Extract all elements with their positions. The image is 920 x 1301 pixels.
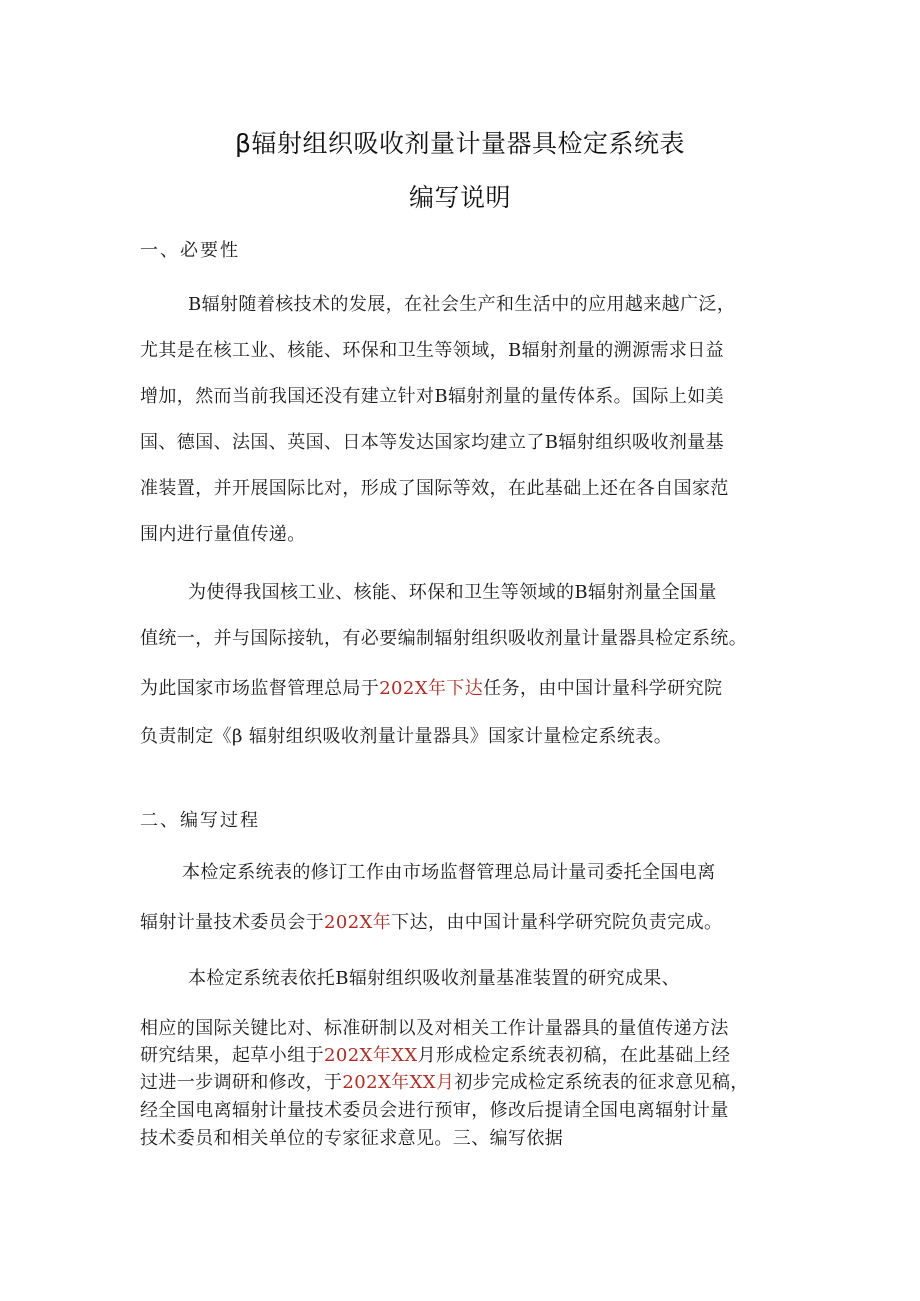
paragraph-line: 增加，然而当前我国还没有建立针对Β辐射剂量的量传体系。国际上如美	[140, 386, 725, 407]
text-run: 研究结果，起草小组于	[140, 1045, 324, 1066]
section-heading-necessity: 一、必要性	[140, 240, 240, 261]
highlighted-date-text: 202X年XX月	[342, 1072, 455, 1093]
highlighted-date-text: 202X年下达	[379, 678, 484, 699]
text-run: 辐射计量技术委员会于	[140, 912, 324, 933]
text-run: 为此国家市场监督管理总局于	[140, 678, 380, 699]
paragraph-line	[140, 1041, 730, 1067]
paragraph-line: 尤其是在核工业、核能、环保和卫生等领域，Β辐射剂量的溯源需求日益	[140, 340, 725, 361]
paragraph-line: 经全国电离辐射计量技术委员会进行预审，修改后提请全国电离辐射计量	[140, 1100, 729, 1121]
paragraph-line: 本检定系统表依托Β辐射组织吸收剂量基准装置的研究成果、	[188, 968, 681, 989]
paragraph-line: 准装置，并开展国际比对，形成了国际等效，在此基础上还在各自国家范	[140, 478, 729, 499]
highlighted-date-text: 202X年	[324, 912, 392, 933]
paragraph-line: 围内进行量值传递。	[140, 524, 306, 545]
text-run: 任务，由中国计量科学研究院	[483, 678, 723, 699]
highlighted-date-text: 202X年XX	[324, 1045, 418, 1066]
text-run: 过进一步调研和修改，于	[140, 1072, 343, 1093]
paragraph-line: 技术委员和相关单位的专家征求意见。三、编写依据	[140, 1128, 564, 1149]
paragraph-line	[140, 908, 722, 934]
paragraph-line	[140, 674, 722, 700]
paragraph-line	[140, 1068, 749, 1094]
paragraph-line: 本检定系统表的修订工作由市场监督管理总局计量司委托全国电离	[182, 862, 716, 883]
document-subtitle: 编写说明	[408, 183, 511, 212]
paragraph-line: 值统一，并与国际接轨，有必要编制辐射组织吸收剂量计量器具检定系统。	[140, 628, 748, 649]
paragraph-line: 负责制定《β 辐射组织吸收剂量计量器具》国家计量检定系统表。	[140, 726, 673, 747]
paragraph-line: Β辐射随着核技术的发展，在社会生产和生活中的应用越来越广泛，	[188, 294, 736, 315]
text-run: 下达，由中国计量科学研究院负责完成。	[391, 912, 723, 933]
section-heading-drafting-process: 二、编写过程	[140, 810, 260, 831]
paragraph-line: 国、德国、法国、英国、日本等发达国家均建立了Β辐射组织吸收剂量基	[140, 432, 725, 453]
text-run: 初步完成检定系统表的征求意见稿，	[454, 1072, 749, 1093]
paragraph-line: 为使得我国核工业、核能、环保和卫生等领域的Β辐射剂量全国量	[188, 582, 717, 603]
text-run: 月形成检定系统表初稿，在此基础上经	[417, 1045, 731, 1066]
document-title: β辐射组织吸收剂量计量器具检定系统表	[235, 129, 685, 158]
paragraph-line: 相应的国际关键比对、标准研制以及对相关工作计量器具的量值传递方法	[140, 1018, 729, 1039]
